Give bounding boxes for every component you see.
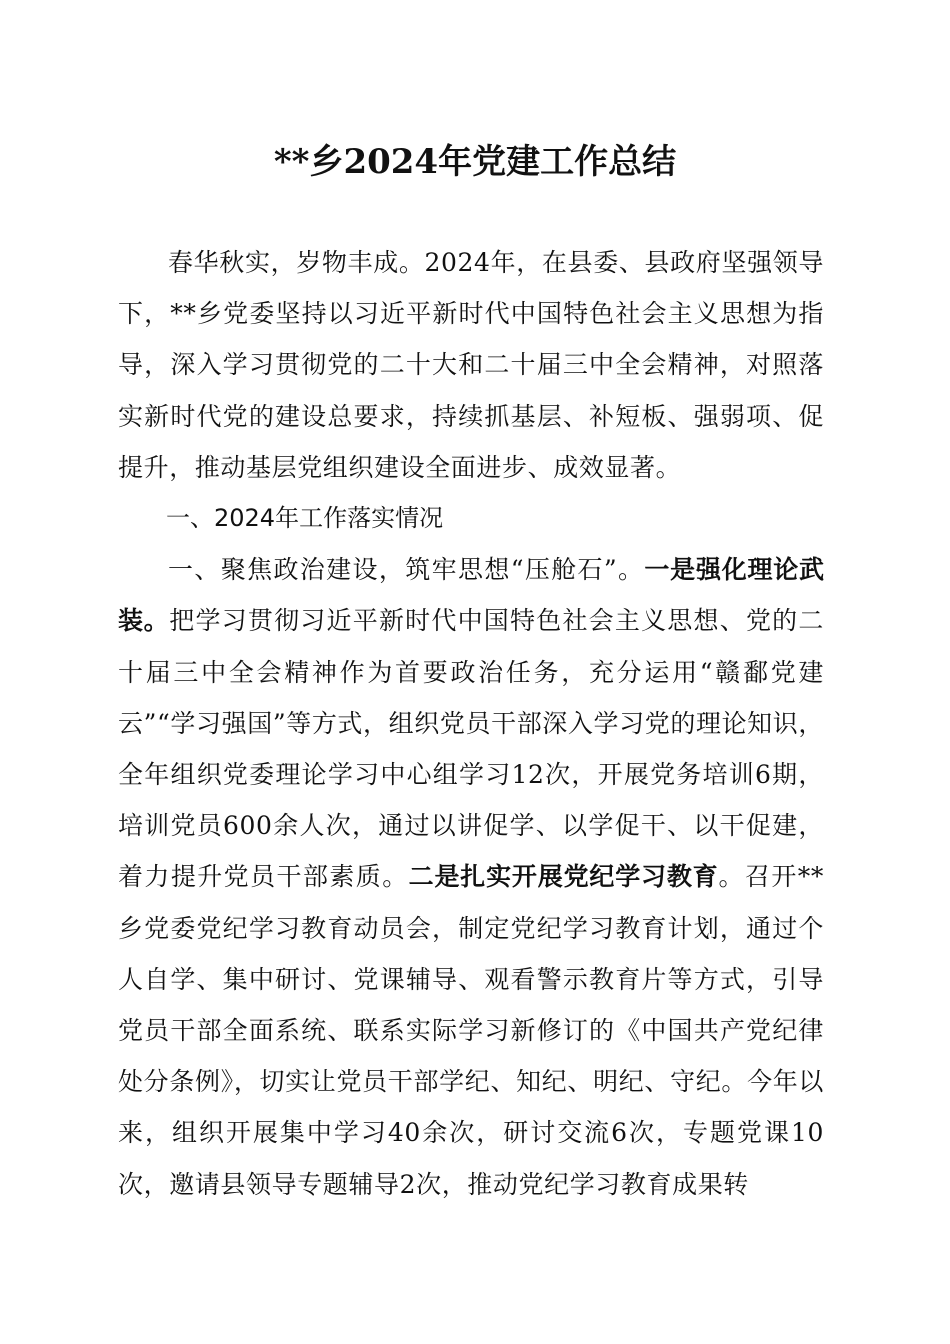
point-two-text: 。召开**乡党委党纪学习教育动员会，制定党纪学习教育计划，通过个人自学、集中研讨、党课辅导、观看警示教育片等方式，引导党员干部全面系统、联系实际学习新修订的《中国共产党纪律处分条例》，切实让党员干部学纪、知纪、明纪、守纪。今年以来，组织开展集中学习40余次，研讨交流6次，专题党课10次，邀请县领导专题辅导2次，推动党纪学习教育成果转: [118, 862, 824, 1199]
section-heading: 一、2024年工作落实情况: [166, 504, 444, 533]
bold-point-two: 二是扎实开展党纪学习教育: [408, 862, 719, 892]
political-building-paragraph: [118, 544, 824, 1210]
point-one-text: 把学习贯彻习近平新时代中国特色社会主义思想、党的二十届三中全会精神作为首要政治任务，充分运用“赣鄱党建云”“学习强国”等方式，组织党员干部深入学习党的理论知识，全年组织党委理论学习中心组学习12次，开展党务培训6期，培训党员600余人次，通过以讲促学、以学促干、以干促建，着力提升党员干部素质。: [118, 606, 824, 892]
document-title: **乡2024年党建工作总结: [273, 142, 677, 182]
document-body: [118, 237, 824, 1210]
paragraph-lead: 一、聚焦政治建设，筑牢思想“压舱石”。: [168, 555, 645, 585]
intro-paragraph: 春华秋实，岁物丰成。2024年，在县委、县政府坚强领导下，**乡党委坚持以习近平新时代中国特色社会主义思想为指导，深入学习贯彻党的二十大和二十届三中全会精神，对照落实新时代党的建设总要求，持续抓基层、补短板、强弱项、促提升，推动基层党组织建设全面进步、成效显著。: [118, 248, 824, 482]
bold-point-one: 一是强化理论武装。: [118, 555, 824, 636]
